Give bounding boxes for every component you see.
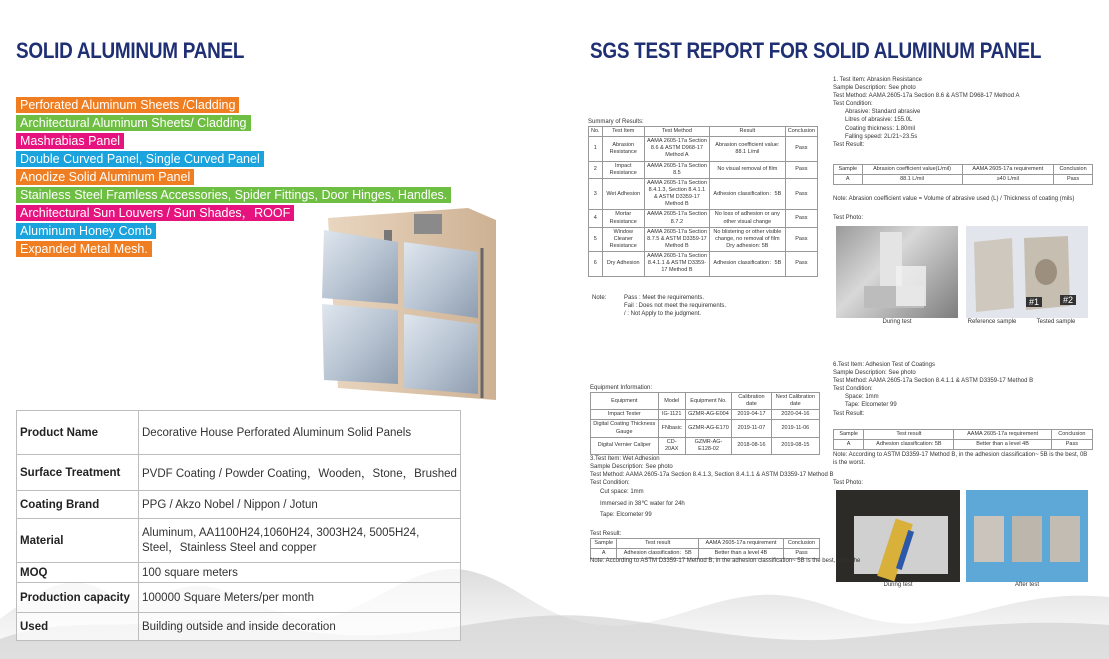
table-header-cell: No. [589, 127, 603, 137]
caption: During test [882, 319, 912, 325]
test1-condition: Litres of abrasive: 155.0L [845, 117, 913, 124]
table-header-cell: AAMA 2605-17a requirement [954, 430, 1051, 440]
table-row [589, 252, 818, 276]
table-header-cell: Result [709, 127, 785, 137]
spec-value: PPG / Akzo Nobel / Nippon / Jotun [139, 491, 461, 519]
test6-note: Note: According to ASTM D3359-17 Method B, in the adhesion classification~ 5B is the best, 0B is the worst. [833, 452, 1088, 467]
spec-key: Surface Treatment [17, 455, 139, 491]
table-header-cell: AAMA 2605-17a requirement [698, 539, 783, 549]
test6-result-label: Test Result: [833, 410, 865, 417]
table-cell: Pass [785, 137, 817, 161]
table-cell: Pass [1054, 175, 1093, 185]
table-cell: 2019-08-15 [771, 437, 819, 454]
test3-condition: Immersed in 38℃ water for 24h [600, 500, 685, 507]
spec-value: Decorative House Perforated Aluminum Solid Panels [139, 411, 461, 455]
table-row [591, 420, 820, 437]
test6-condition: Space: 1mm [845, 394, 879, 401]
test1-method: Test Method: AAMA 2605-17a Section 8.6 & ASTM D968-17 Method A [833, 93, 1020, 100]
table-cell: Pass [783, 549, 819, 559]
table-cell: Pass [785, 210, 817, 227]
note-na: / : Not Apply to the judgment. [624, 311, 702, 318]
table-row [589, 161, 818, 178]
table-cell: AAMA 2605-17a Section 8.5 [644, 161, 709, 178]
test6-item: 6.Test Item: Adhesion Test of Coatings [833, 362, 935, 368]
panel-illustration [318, 208, 498, 400]
table-header-cell: Calibration date [732, 393, 772, 410]
table-header-cell: Sample [591, 539, 617, 549]
spec-value: Aluminum, AA1100H24,1060H24, 3003H24, 5005H24, Steel，Stainless Steel and copper [139, 519, 461, 563]
table-cell: Digital Coating Thickness Gauge [591, 420, 659, 437]
equipment-heading: Equipment Information: [590, 385, 653, 391]
test6-result-table [833, 429, 1093, 450]
table-row [589, 137, 818, 161]
test3-result-label: Test Result: [590, 531, 622, 537]
table-cell: Dry Adhesion [602, 252, 644, 276]
test3-condition: Tape: Elcometer 99 [600, 512, 652, 519]
table-header-cell: Conclusion [1051, 430, 1092, 440]
summary-heading: Summary of Results: [588, 119, 644, 125]
spec-key: Production capacity [17, 583, 139, 613]
right-title: SGS TEST REPORT FOR SOLID ALUMINUM PANEL [590, 38, 1042, 63]
spec-key: Product Name [17, 411, 139, 455]
table-cell: IG-1121 [658, 410, 685, 420]
table-header-cell: Test Method [644, 127, 709, 137]
test3-condition: Cut space: 1mm [600, 489, 644, 496]
table-cell: Adhesion classification: 5B [864, 440, 954, 450]
category-tag: Anodize Solid Aluminum Panel [16, 169, 194, 185]
table-cell: 2019-11-06 [771, 420, 819, 437]
table-cell: 3 [589, 178, 603, 210]
table-header-cell: Equipment [591, 393, 659, 410]
table-row [589, 210, 818, 227]
category-tag: Mashrabias Panel [16, 133, 124, 149]
test1-condition: Coating thickness: 1.80mil [845, 125, 916, 132]
table-cell: 2020-04-16 [771, 410, 819, 420]
table-cell: 88.1 L/mil [862, 175, 962, 185]
test1-condition-label: Test Condition: [833, 101, 873, 108]
test3-info [590, 455, 833, 522]
table-cell: Mortar Resistance [602, 210, 644, 227]
table-header-cell: Sample [834, 165, 863, 175]
table-cell: AAMA 2605-17a Section 8.7.5 & ASTM D3359-17 Method B [644, 227, 709, 251]
table-cell: No blistering or other visible change, no removal of film Dry adhesion: 5B [709, 227, 785, 251]
table-cell: Pass [785, 178, 817, 210]
note-fail: Fail : Does not meet the requirements. [624, 303, 727, 310]
table-cell: Pass [785, 252, 817, 276]
table-cell: Digital Vernier Caliper [591, 437, 659, 454]
note-pass: Pass : Meet the requirements. [624, 295, 705, 301]
test1-photo-during [836, 226, 958, 318]
test1-photo-label: Test Photo: [833, 215, 864, 221]
table-header-cell: Test result [617, 539, 699, 549]
table-header-cell: Sample [834, 430, 864, 440]
note-label: Note: [592, 295, 607, 301]
test1-note: Note: Abrasion coefficient value = Volume of abrasive used (L) / Thickness of coating (mils) [833, 196, 1075, 202]
summary-table [588, 126, 818, 277]
table-cell: 6 [589, 252, 603, 276]
category-tag: Architectural Sun Louvers / Sun Shades，ROOF [16, 205, 294, 221]
table-cell: A [591, 549, 617, 559]
test3-method: Test Method: AAMA 2605-17a Section 8.4.1.3, Section 8.4.1.1 & ASTM D3359-17 Method B [590, 472, 834, 479]
summary-notes [624, 294, 726, 318]
spec-key: MOQ [17, 563, 139, 583]
table-header-cell: Test result [864, 430, 954, 440]
test3-sample: Sample Description: See photo [590, 464, 673, 471]
test6-photo-label: Test Photo: [833, 480, 864, 486]
spec-row [17, 491, 461, 519]
table-header-cell: Conclusion [785, 127, 817, 137]
table-cell: 2019-11-07 [732, 420, 772, 437]
test6-method: Test Method: AAMA 2605-17a Section 8.4.1.1 & ASTM D3359-17 Method B [833, 378, 1034, 385]
table-header-cell: Model [658, 393, 685, 410]
test3-note: Note: According to ASTM D3359-17 Method B, in the adhesion classification~ 5B is the best, 0B is the [590, 558, 861, 564]
spec-key: Used [17, 613, 139, 641]
test6-condition: Tape: Elcometer 99 [845, 402, 897, 409]
spec-key: Material [17, 519, 139, 563]
table-cell: GZMR-AG-E128-02 [685, 437, 731, 454]
table-cell: CD-20AX [658, 437, 685, 454]
table-cell: No visual removal of film [709, 161, 785, 178]
test3-condition-label: Test Condition: [590, 480, 630, 487]
table-cell: 1 [589, 137, 603, 161]
table-cell: GZMR-AG-E170 [685, 420, 731, 437]
table-header-cell: AAMA 2605-17a requirement [962, 165, 1054, 175]
product-spec-table [16, 410, 461, 641]
test3-item: 3.Test Item: Wet Adhesion [590, 456, 660, 462]
spec-value: PVDF Coating / Powder Coating，Wooden，Stone，Brushed [139, 455, 461, 491]
table-row [591, 410, 820, 420]
table-header-cell: Conclusion [783, 539, 819, 549]
caption: After test [1014, 582, 1039, 588]
table-header-cell: Abrasion coefficient value(L/mil) [862, 165, 962, 175]
table-cell: Abrasion coefficient value: 88.1 L/mil [709, 137, 785, 161]
table-cell: Better than a level 4B [698, 549, 783, 559]
table-cell: Wet Adhesion [602, 178, 644, 210]
table-cell: 5 [589, 227, 603, 251]
left-title: SOLID ALUMINUM PANEL [16, 38, 245, 63]
caption: Tested sample [1036, 319, 1076, 325]
spec-row [17, 613, 461, 641]
test6-photo-during [836, 490, 960, 582]
table-cell: FNbasic [658, 420, 685, 437]
test1-result-label: Test Result: [833, 141, 865, 148]
spec-value: 100 square meters [139, 563, 461, 583]
spec-row [17, 455, 461, 491]
spec-key: Coating Brand [17, 491, 139, 519]
sample-marker: #2 [1060, 295, 1076, 305]
test6-info [833, 361, 1033, 418]
test1-condition: Abrasive: Standard abrasive [845, 109, 921, 116]
spec-row [17, 563, 461, 583]
table-cell: Adhesion classification：5B [709, 252, 785, 276]
category-tag: Perforated Aluminum Sheets /Cladding [16, 97, 239, 113]
test1-info [833, 76, 1019, 149]
category-tag: Stainless Steel Framless Accessories, Spider Fittings, Door Hinges, Handles. [16, 187, 451, 203]
table-cell: Impact Tester [591, 410, 659, 420]
table-header-cell: Test Item [602, 127, 644, 137]
table-cell: 2019-04-17 [732, 410, 772, 420]
table-cell: Pass [785, 161, 817, 178]
category-tag: Double Curved Panel, Single Curved Panel [16, 151, 264, 167]
table-row [591, 437, 820, 454]
table-cell: 4 [589, 210, 603, 227]
table-cell: No loss of adhesion or any other visual change [709, 210, 785, 227]
table-header-cell: Next Calibration date [771, 393, 819, 410]
table-cell: Window Cleaner Resistance [602, 227, 644, 251]
table-cell: Impact Resistance [602, 161, 644, 178]
category-tag: Architectural Aluminum Sheets/ Cladding [16, 115, 251, 131]
test1-sample: Sample Description: See photo [833, 85, 916, 92]
sample-marker: #1 [1026, 297, 1042, 307]
table-row [589, 227, 818, 251]
category-tag: Expanded Metal Mesh. [16, 241, 152, 257]
test1-photo-samples [966, 226, 1088, 318]
spec-row [17, 583, 461, 613]
table-cell: Abrasion Resistance [602, 137, 644, 161]
table-cell: A [834, 175, 863, 185]
equipment-table [590, 392, 820, 455]
table-cell: ≥40 L/mil [962, 175, 1054, 185]
test1-result-table [833, 164, 1093, 185]
test1-conditions [833, 108, 1019, 140]
test6-condition-label: Test Condition: [833, 386, 873, 393]
test6-photo-after [966, 490, 1088, 582]
spec-row [17, 519, 461, 563]
caption: During test [883, 582, 913, 588]
table-cell: AAMA 2605-17a Section 8.7.2 [644, 210, 709, 227]
test1-item: 1. Test Item: Abrasion Resistance [833, 77, 922, 83]
spec-value: Building outside and inside decoration [139, 613, 461, 641]
spec-value: 100000 Square Meters/per month [139, 583, 461, 613]
table-cell: 2018-08-16 [732, 437, 772, 454]
test6-sample: Sample Description: See photo [833, 370, 916, 377]
table-header-cell: Conclusion [1054, 165, 1093, 175]
table-cell: AAMA 2605-17a Section 8.4.1.3, Section 8.4.1.1 & ASTM D3359-17 Method B [644, 178, 709, 210]
table-cell: Adhesion classification：5B [617, 549, 699, 559]
table-cell: Adhesion classification：5B [709, 178, 785, 210]
table-cell: 2 [589, 161, 603, 178]
table-row [589, 178, 818, 210]
table-header-cell: Equipment No. [685, 393, 731, 410]
table-cell: AAMA 2605-17a Section 8.4.1.1 & ASTM D3359-17 Method B [644, 252, 709, 276]
table-cell: Better than a level 4B [954, 440, 1051, 450]
spec-row [17, 411, 461, 455]
table-cell: Pass [1051, 440, 1092, 450]
table-cell: AAMA 2605-17a Section 8.6 & ASTM D968-17 Method A [644, 137, 709, 161]
test3-conditions [590, 487, 833, 521]
table-cell: Pass [785, 227, 817, 251]
caption: Reference sample [967, 319, 1017, 325]
test6-conditions [833, 393, 1033, 409]
test1-condition: Falling speed: 2L/21~23.5s [845, 133, 918, 140]
table-cell: A [834, 440, 864, 450]
category-tag: Aluminum Honey Comb [16, 223, 156, 239]
table-cell: GZMR-AG-E004 [685, 410, 731, 420]
